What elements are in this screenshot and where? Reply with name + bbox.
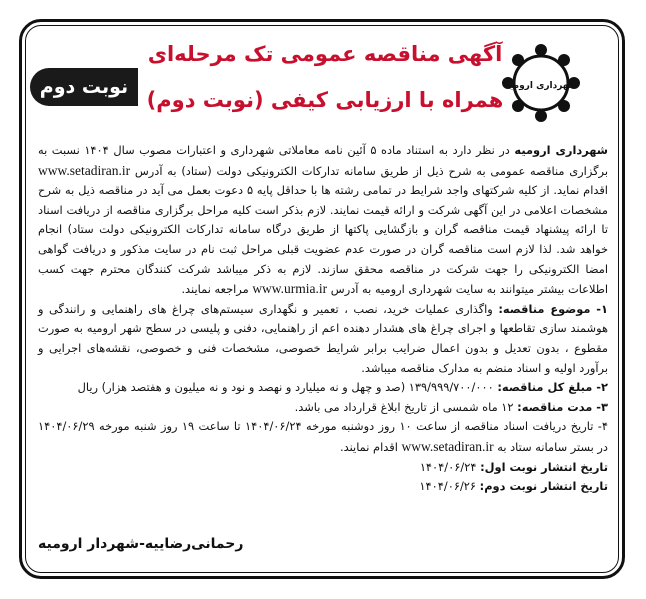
publish-date-1 — [38, 458, 608, 478]
intro-paragraph — [38, 141, 608, 300]
setad-link[interactable]: www.setadiran.ir — [38, 162, 131, 178]
item-subject-text: واگذاری عملیات خرید، نصب ، تعمیر و نگهداری سیستم‌های چراغ های راهنمایی و رانندگی و هوشمند سازی تقاطعها و اجرای چراغ های هشدار دهنده اعم از راهنمایی، دفنی و پلیسی در سطح شهر ارومیه به صورت مقطوع ، بدون تعدیل و بدون اعمال ضرایب برابر شرایط خصوصی، مشخصات فنی و خصوصی، نقشه‌های اجرایی و برآورد اولیه و اسناد منضم به مدارک مناقصه میباشد. — [38, 301, 608, 375]
municipality-logo-icon — [500, 42, 582, 124]
item-amount-label: ۲- مبلغ کل مناقصه: — [497, 380, 608, 395]
publish-date-2-label: تاریخ انتشار نوبت دوم: — [479, 479, 608, 494]
publish-date-1-value: ۱۴۰۴/۰۶/۲۴ — [419, 459, 481, 474]
urmia-link[interactable]: www.urmia.ir — [252, 281, 328, 297]
title-line-1: آگهی مناقصه عمومی تک مرحله‌ای — [147, 42, 503, 66]
org-name: شهرداری ارومیه — [514, 143, 609, 157]
notice-body — [38, 141, 608, 497]
intro-text-1: در نظر دارد به استناد ماده ۵ آئین نامه معاملاتی شهرداری و اعتبارات مصوب سال ۱۴۰۴ نسبت به برگزاری مناقصه عمومی به شرح ذیل از طریق سامانه تدارکات الکترونیکی دولت (ستاد) به آدرس — [38, 143, 608, 178]
item-documents — [38, 417, 608, 457]
item-amount-text: ۱۳۹/۹۹۹/۷۰۰/۰۰۰ (صد و چهل و نه میلیارد و نهصد و نود و نه میلیون و هفتصد هزار) ریال — [77, 380, 498, 395]
item-duration-label: ۳- مدت مناقصه: — [517, 399, 608, 414]
title-line-2: همراه با ارزیابی کیفی (نوبت دوم) — [146, 88, 504, 112]
item-duration — [38, 398, 608, 418]
publish-date-1-label: تاریخ انتشار نوبت اول: — [480, 459, 608, 474]
setad-link-2[interactable]: www.setadiran.ir — [401, 438, 494, 454]
intro-text-2: اقدام نماید. از کلیه شرکتهای واجد شرایط در تمامی رشته ها با حداقل پایه ۵ دعوت بعمل می آید در مناقصه ذیل به شرح مشخصات اعلامی در این آگهی شرکت و ارائه قیمت نمایند. لازم بذکر است کلیه مراحل برگزاری مناقصه از دریافت اسناد تا ارائه پیشنهاد قیمت مناقصه گران و بازگشایی پاکتها از طریق درگاه سامانه تدارکات الکترونیکی دولت ستاد) انجام خواهد شد. لذا لازم است مناقصه گران در صورت عدم عضویت قبلی مراحل ثبت نام در سایت مذکور و دریافت گواهی امضا الکترونیکی را جهت شرکت در مناقصه محقق سازند. لازم به ذکر میباشد شرکت کنندگان محترم جهت کسب اطلاعات بیشتر میتوانند به سایت شهرداری ارومیه به آدرس — [38, 183, 608, 297]
logo-text: شهرداری ارومیه — [504, 81, 578, 91]
item-subject-label: ۱- موضوع مناقصه: — [498, 301, 608, 316]
intro-text-3: مراجعه نمایند. — [181, 282, 253, 297]
edition-badge: نوبت دوم — [30, 68, 138, 106]
publish-date-2 — [38, 477, 608, 497]
signature: رحمانی‌رضاییه-شهردار ارومیه — [38, 536, 244, 552]
item-amount — [38, 378, 608, 398]
publish-date-2-value: ۱۴۰۴/۰۶/۲۶ — [419, 479, 480, 494]
item-documents-text-2: اقدام نمایند. — [340, 439, 402, 454]
item-duration-text: ۱۲ ماه شمسی از تاریخ ابلاغ قرارداد می باشد. — [294, 399, 518, 414]
item-subject — [38, 300, 608, 378]
item-documents-text: ۴- تاریخ دریافت اسناد مناقصه از ساعت ۱۰ روز دوشنبه مورخه ۱۴۰۴/۰۶/۲۴ تا ساعت ۱۹ روز شنبه مورخه ۱۴۰۴/۰۶/۲۹ در بستر سامانه ستاد به — [38, 419, 609, 454]
